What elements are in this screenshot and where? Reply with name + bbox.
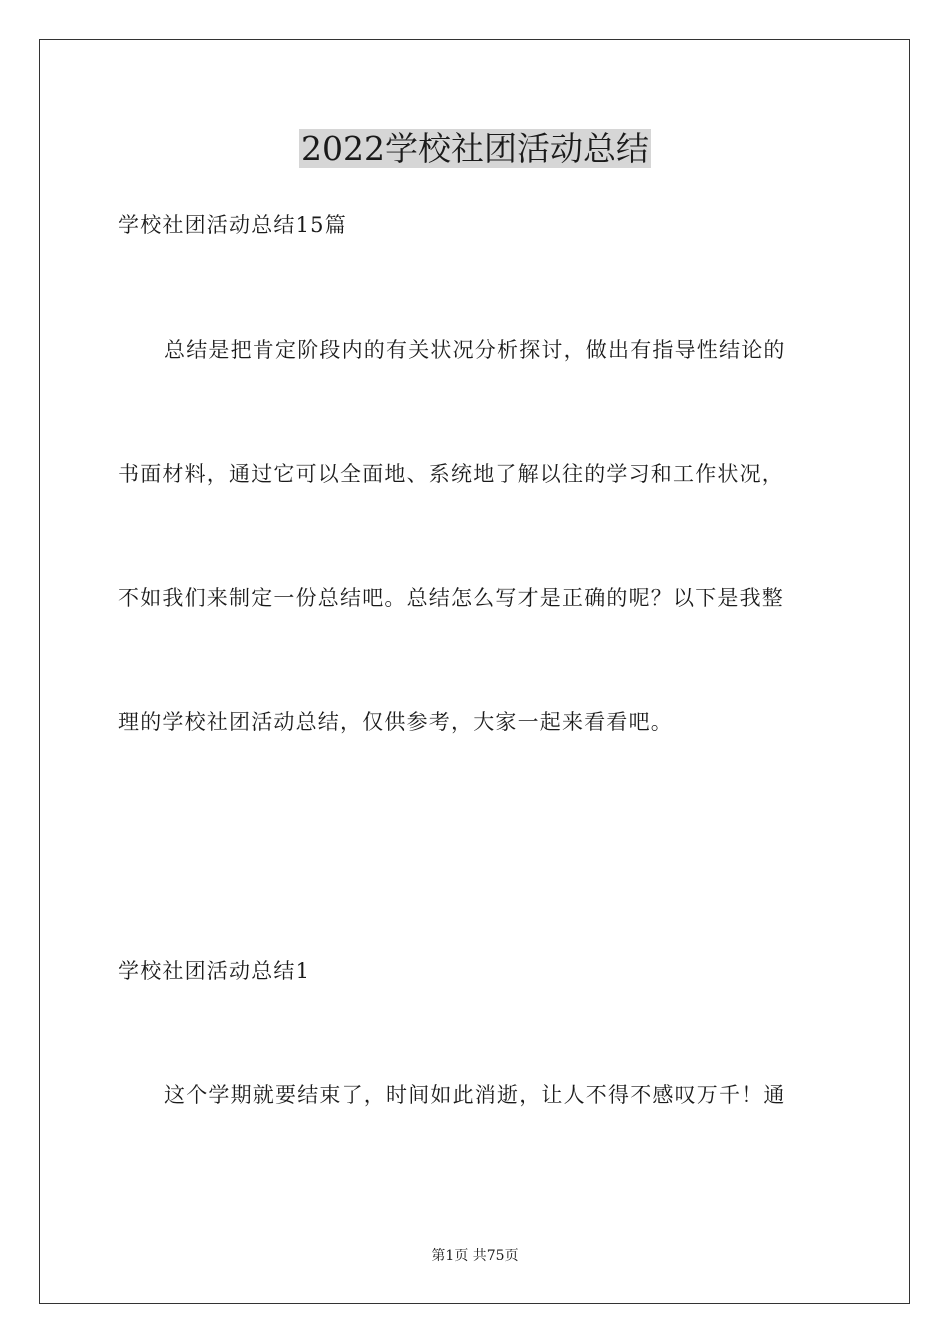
intro-line-1: 总结是把肯定阶段内的有关状况分析探讨，做出有指导性结论的	[164, 338, 786, 362]
intro-line-3: 不如我们来制定一份总结吧。总结怎么写才是正确的呢？以下是我整	[118, 586, 784, 610]
intro-line-4: 理的学校社团活动总结，仅供参考，大家一起来看看吧。	[118, 710, 673, 734]
document-title	[0, 128, 950, 170]
document-title-text: 2022学校社团活动总结	[301, 129, 649, 168]
section-line-1: 这个学期就要结束了，时间如此消逝，让人不得不感叹万千！通	[164, 1083, 786, 1107]
document-subtitle: 学校社团活动总结15篇	[118, 213, 347, 237]
page-footer: 第1页 共75页	[431, 1248, 519, 1264]
section-heading: 学校社团活动总结1	[118, 959, 311, 983]
intro-line-2: 书面材料，通过它可以全面地、系统地了解以往的学习和工作状况，	[118, 462, 784, 486]
